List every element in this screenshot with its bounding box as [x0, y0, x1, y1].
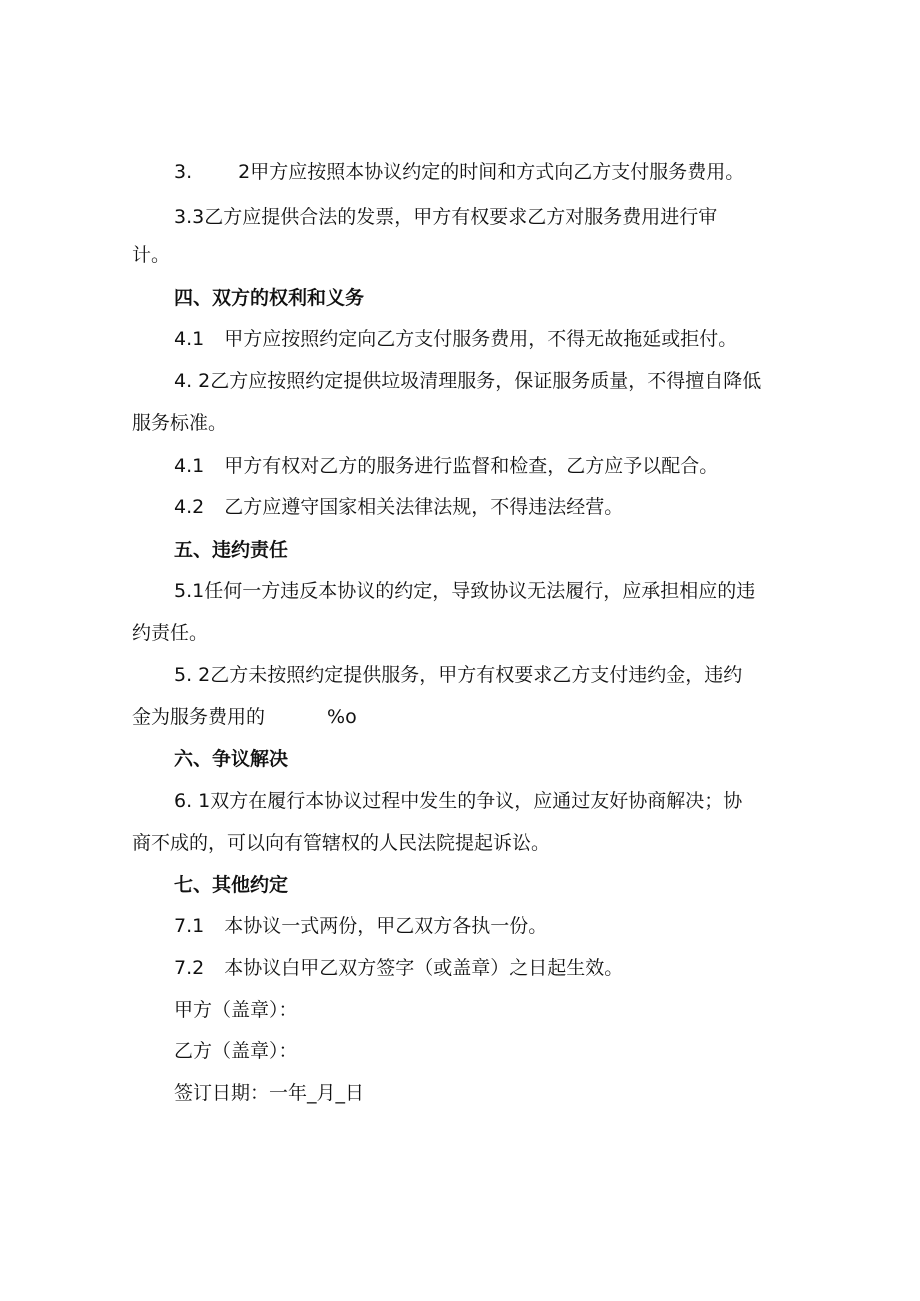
- clause-number: 4.2: [174, 496, 205, 518]
- signing-date: 签订日期：一年_月_日: [174, 1082, 365, 1104]
- clause-number: 4.1: [174, 328, 205, 350]
- section-heading-4: 四、双方的权利和义务: [174, 287, 365, 309]
- clause-5-2-line2: [132, 704, 357, 730]
- clause-text: 本协议白甲乙双方签字（或盖章）之日起生效。: [224, 957, 624, 979]
- clause-number: 7.1: [174, 915, 205, 937]
- section-heading-6: 六、争议解决: [174, 748, 289, 770]
- clause-number: 3.: [174, 161, 193, 183]
- clause-4-1a: [174, 326, 737, 352]
- clause-number: 7.2: [174, 957, 205, 979]
- clause-text: 甲方有权对乙方的服务进行监督和检查，乙方应予以配合。: [224, 455, 719, 477]
- clause-text: 金为服务费用的: [132, 706, 266, 728]
- clause-6-1-line2: 商不成的，可以向有管辖权的人民法院提起诉讼。: [132, 832, 551, 854]
- party-b-signature: 乙方（盖章）：: [174, 1040, 298, 1062]
- clause-3-3-line2: 计。: [132, 244, 171, 266]
- clause-3-2: [174, 159, 744, 185]
- clause-7-2: [174, 955, 623, 981]
- clause-3-3-line1: 3.3乙方应提供合法的发票，甲方有权要求乙方对服务费用进行审: [174, 206, 718, 228]
- clause-4-2a-line2: 服务标准。: [132, 412, 228, 434]
- clause-7-1: [174, 913, 547, 939]
- clause-text: 本协议一式两份，甲乙双方各执一份。: [224, 915, 548, 937]
- clause-5-1-line2: 约责任。: [132, 622, 209, 644]
- clause-4-2b: [174, 494, 623, 520]
- clause-5-1-line1: 5.1任何一方违反本协议的约定，导致协议无法履行，应承担相应的违: [174, 580, 756, 602]
- percentage-suffix: %o: [327, 706, 357, 728]
- clause-text: 2甲方应按照本协议约定的时间和方式向乙方支付服务费用。: [238, 161, 745, 183]
- clause-4-2a-line1: 4. 2乙方应按照约定提供垃圾清理服务，保证服务质量，不得擅自降低: [174, 370, 762, 392]
- clause-4-1b: [174, 453, 718, 479]
- party-a-signature: 甲方（盖章）：: [174, 999, 298, 1021]
- section-heading-5: 五、违约责任: [174, 539, 289, 561]
- clause-text: 甲方应按照约定向乙方支付服务费用，不得无故拖延或拒付。: [224, 328, 738, 350]
- clause-text: 乙方应遵守国家相关法律法规，不得违法经营。: [224, 496, 624, 518]
- clause-6-1-line1: 6. 1双方在履行本协议过程中发生的争议，应通过友好协商解决；协: [174, 790, 743, 812]
- clause-5-2-line1: 5. 2乙方未按照约定提供服务，甲方有权要求乙方支付违约金，违约: [174, 664, 743, 686]
- clause-number: 4.1: [174, 455, 205, 477]
- section-heading-7: 七、其他约定: [174, 874, 289, 896]
